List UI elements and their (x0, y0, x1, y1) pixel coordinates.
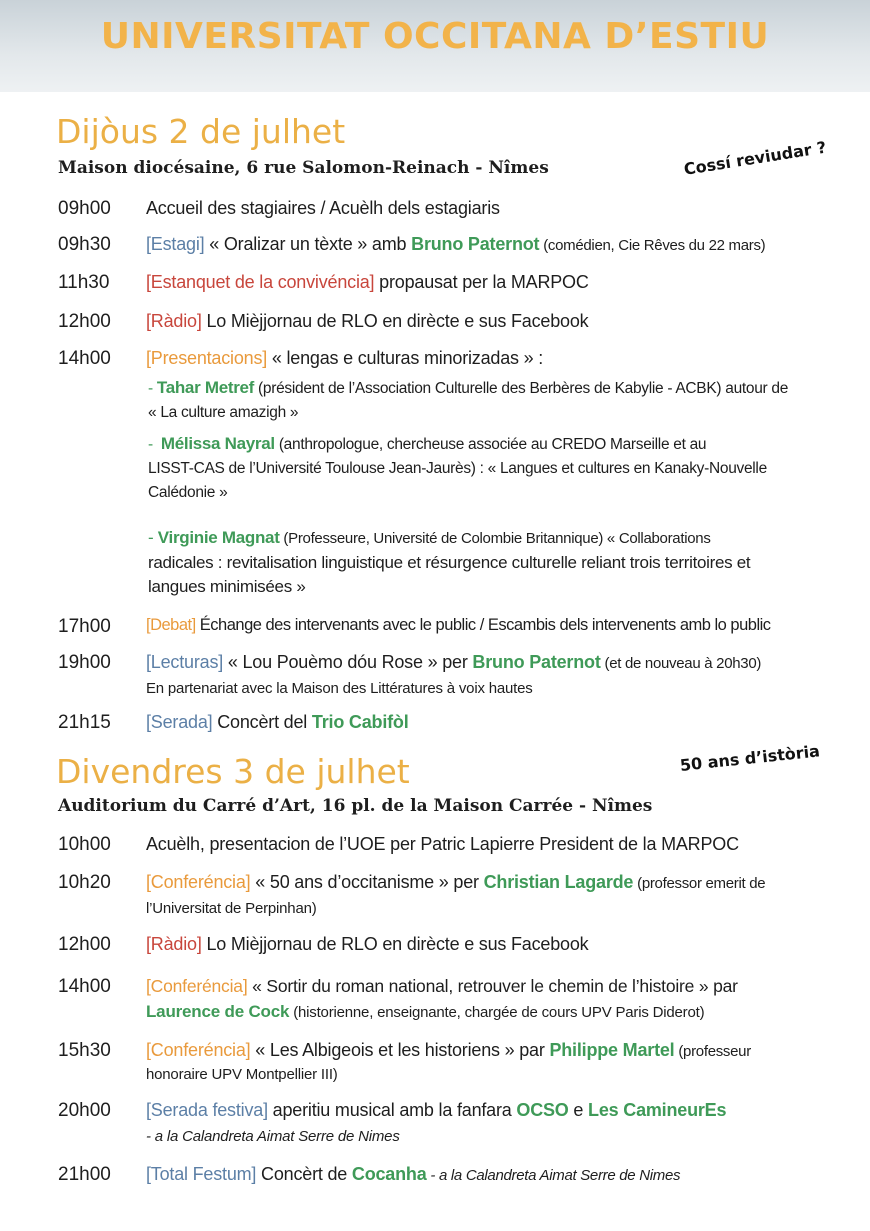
event-text: Acuèlh, presentacion de l’UOE per Patric Lapierre President de la MARPOC (146, 834, 739, 854)
event-text: [Conferéncia] « Les Albigeois et les historiens » par Philippe Martel (professeur (146, 1040, 751, 1060)
event-note: l’Universitat de Perpinhan) (146, 900, 317, 917)
event-note: En partenariat avec la Maison des Littératures à voix hautes (146, 680, 533, 697)
event-time: 12h00 (58, 934, 111, 955)
speaker-name: Mélissa Nayral (160, 434, 275, 453)
event-time: 17h00 (58, 616, 111, 637)
event-text: [Debat] Échange des intervenants avec le public / Escambis dels intervenents amb lo public (146, 616, 771, 634)
event-time: 15h30 (58, 1040, 111, 1061)
speaker-block: - Mélissa Nayral (anthropologue, chercheuse associée au CREDO Marseille et au LISST-CAS de l’Université Toulouse Jean-Jaurès) : « Langues et cultures en Kanaky-Nouvelle Calédonie » (148, 434, 767, 501)
venue-1: Maison diocésaine, 6 rue Salomon-Reinach - Nîmes (58, 158, 549, 178)
event-time: 10h00 (58, 834, 111, 855)
event-text: [Ràdio] Lo Mièjjornau de RLO en dirècte e sus Facebook (146, 934, 589, 954)
event-text: [Total Festum] Concèrt de Cocanha - a la Calandreta Aimat Serre de Nimes (146, 1164, 681, 1184)
event-time: 11h30 (58, 272, 110, 293)
event-time: 09h30 (58, 234, 111, 255)
event-time: 14h00 (58, 976, 111, 997)
event-time: 14h00 (58, 348, 111, 369)
event-note: - a la Calandreta Aimat Serre de Nimes (146, 1128, 400, 1145)
event-text: [Serada festiva] aperitiu musical amb la fanfara OCSO e Les CamineurEs (146, 1100, 727, 1120)
event-time: 21h00 (58, 1164, 111, 1185)
speaker-name: Virginie Magnat (157, 528, 280, 547)
event-text: [Presentacions] « lengas e culturas minorizadas » : (146, 348, 544, 368)
event-note: Laurence de Cock (historienne, enseignante, chargée de cours UPV Paris Diderot) (146, 1002, 705, 1021)
event-time: 20h00 (58, 1100, 111, 1121)
event-text: [Serada] Concèrt del Trio Cabifòl (146, 712, 409, 732)
event-time: 21h15 (58, 712, 111, 733)
event-time: 10h20 (58, 872, 111, 893)
speaker-name: Tahar Metref (156, 378, 255, 397)
event-text: Accueil des stagiaires / Acuèlh dels estagiaris (146, 198, 500, 218)
event-text: [Ràdio] Lo Mièjjornau de RLO en dirècte e sus Facebook (146, 311, 589, 331)
event-time: 09h00 (58, 198, 111, 219)
event-time: 19h00 (58, 652, 111, 673)
stamp-1: Cossí reviudar ? (682, 137, 828, 179)
page-title: UNIVERSITAT OCCITANA D’ESTIU (100, 16, 770, 57)
event-text: [Estagi] « Oralizar un tèxte » amb Bruno Paternot (comédien, Cie Rêves du 22 mars) (146, 234, 766, 254)
day-title-1: Dijòus 2 de julhet (56, 112, 346, 151)
stamp-2: 50 ans d’istòria (679, 741, 821, 775)
event-text: [Conferéncia] « Sortir du roman national, retrouver le chemin de l’histoire » par (146, 976, 738, 996)
event-text: [Estanquet de la convivéncia] propausat per la MARPOC (146, 272, 589, 292)
speaker-block: - Tahar Metref (président de l’Association Culturelle des Berbères de Kabylie - ACBK) autour de « La culture amazigh » (148, 378, 789, 421)
speaker-block: - Virginie Magnat (Professeure, Université de Colombie Britannique) « Collaborations radicales : revitalisation linguistique et résurgence culturelle reliant trois territoires et langues minimisées » (148, 528, 751, 596)
event-text: [Conferéncia] « 50 ans d’occitanisme » per Christian Lagarde (professor emerit de (146, 872, 766, 892)
venue-2: Auditorium du Carré d’Art, 16 pl. de la Maison Carrée - Nîmes (58, 796, 653, 816)
event-note: honoraire UPV Montpellier III) (146, 1066, 338, 1083)
day-title-2: Divendres 3 de julhet (56, 752, 410, 791)
event-text: [Lecturas] « Lou Pouèmo dóu Rose » per Bruno Paternot (et de nouveau à 20h30) (146, 652, 762, 672)
event-time: 12h00 (58, 311, 111, 332)
